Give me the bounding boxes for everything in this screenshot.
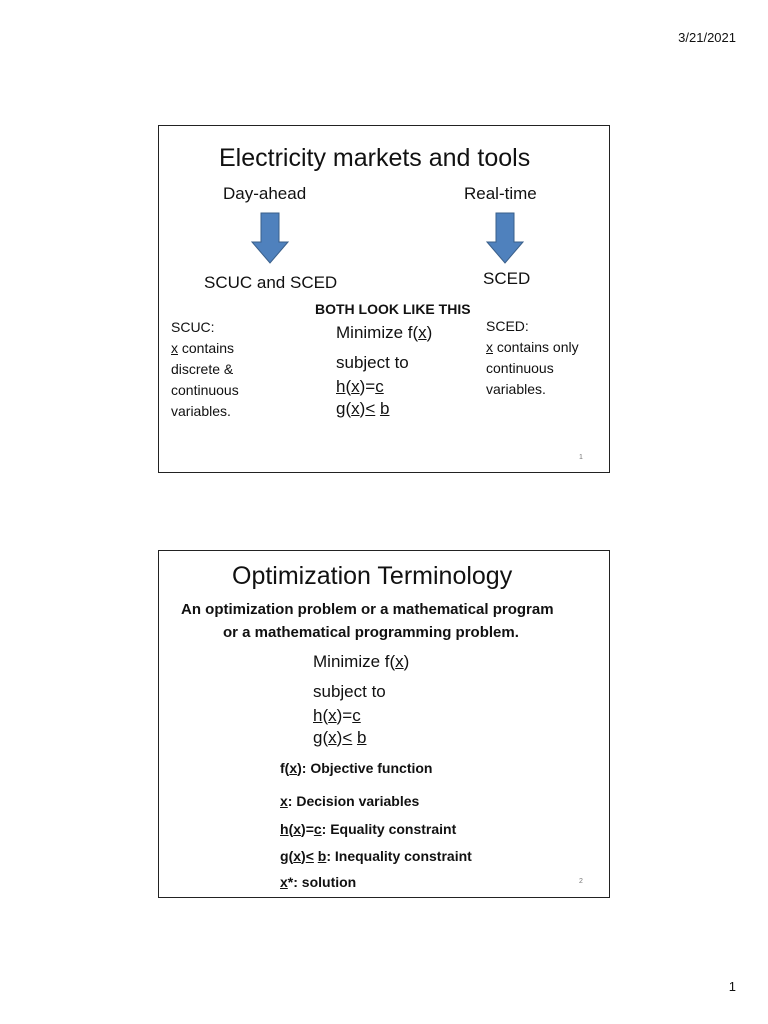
- inequality-line: g(x)< b: [313, 728, 367, 747]
- sced-line-1: x contains only: [486, 339, 579, 355]
- subject-to-line: subject to: [313, 682, 386, 701]
- def-objective: f(x): Objective function: [280, 760, 433, 776]
- slide-1: [158, 125, 610, 473]
- page-number: 1: [728, 979, 736, 994]
- scuc-and-sced-label: SCUC and SCED: [204, 273, 338, 292]
- sced-description: [486, 316, 579, 400]
- slide-2-subtitle-line-1: An optimization problem or a mathematical program: [181, 601, 554, 618]
- sced-label: SCED: [483, 269, 531, 288]
- header-date: 3/21/2021: [678, 30, 736, 45]
- equality-line: h(x)=c: [336, 377, 384, 396]
- slide-1-formula: [336, 320, 432, 420]
- minimize-line: Minimize f(x): [336, 323, 433, 342]
- scuc-description: [171, 317, 239, 422]
- def-inequality-constraint: g(x)< b: Inequality constraint: [280, 848, 472, 864]
- sced-line-3: variables.: [486, 381, 546, 397]
- def-decision-variables: x: Decision variables: [280, 793, 420, 809]
- real-time-down-arrow-icon: [486, 212, 524, 264]
- slide-2-subtitle-line-2: or a mathematical programming problem.: [223, 624, 519, 641]
- slide-1-title: Electricity markets and tools: [219, 144, 531, 172]
- slide-2-formula: [313, 649, 409, 749]
- slide-2-number: 2: [579, 878, 583, 885]
- slide-2-title: Optimization Terminology: [232, 562, 513, 590]
- def-solution: x*: solution: [280, 874, 357, 890]
- sced-line-2: continuous: [486, 360, 554, 376]
- inequality-line: g(x)< b: [336, 399, 390, 418]
- sced-heading: SCED:: [486, 318, 529, 334]
- slide-1-number: 1: [579, 454, 583, 461]
- day-ahead-down-arrow-icon: [251, 212, 289, 264]
- both-look-like-this-label: BOTH LOOK LIKE THIS: [315, 301, 471, 317]
- equality-line: h(x)=c: [313, 706, 361, 725]
- scuc-line-4: variables.: [171, 403, 231, 419]
- subject-to-line: subject to: [336, 353, 409, 372]
- day-ahead-label: Day-ahead: [223, 184, 307, 203]
- def-equality-constraint: h(x)=c: Equality constraint: [280, 821, 457, 837]
- scuc-line-1: x contains: [171, 340, 235, 356]
- scuc-line-2: discrete &: [171, 361, 234, 377]
- minimize-line: Minimize f(x): [313, 652, 410, 671]
- scuc-line-3: continuous: [171, 382, 239, 398]
- scuc-heading: SCUC:: [171, 319, 215, 335]
- slide-2: [158, 550, 610, 898]
- real-time-label: Real-time: [464, 184, 537, 203]
